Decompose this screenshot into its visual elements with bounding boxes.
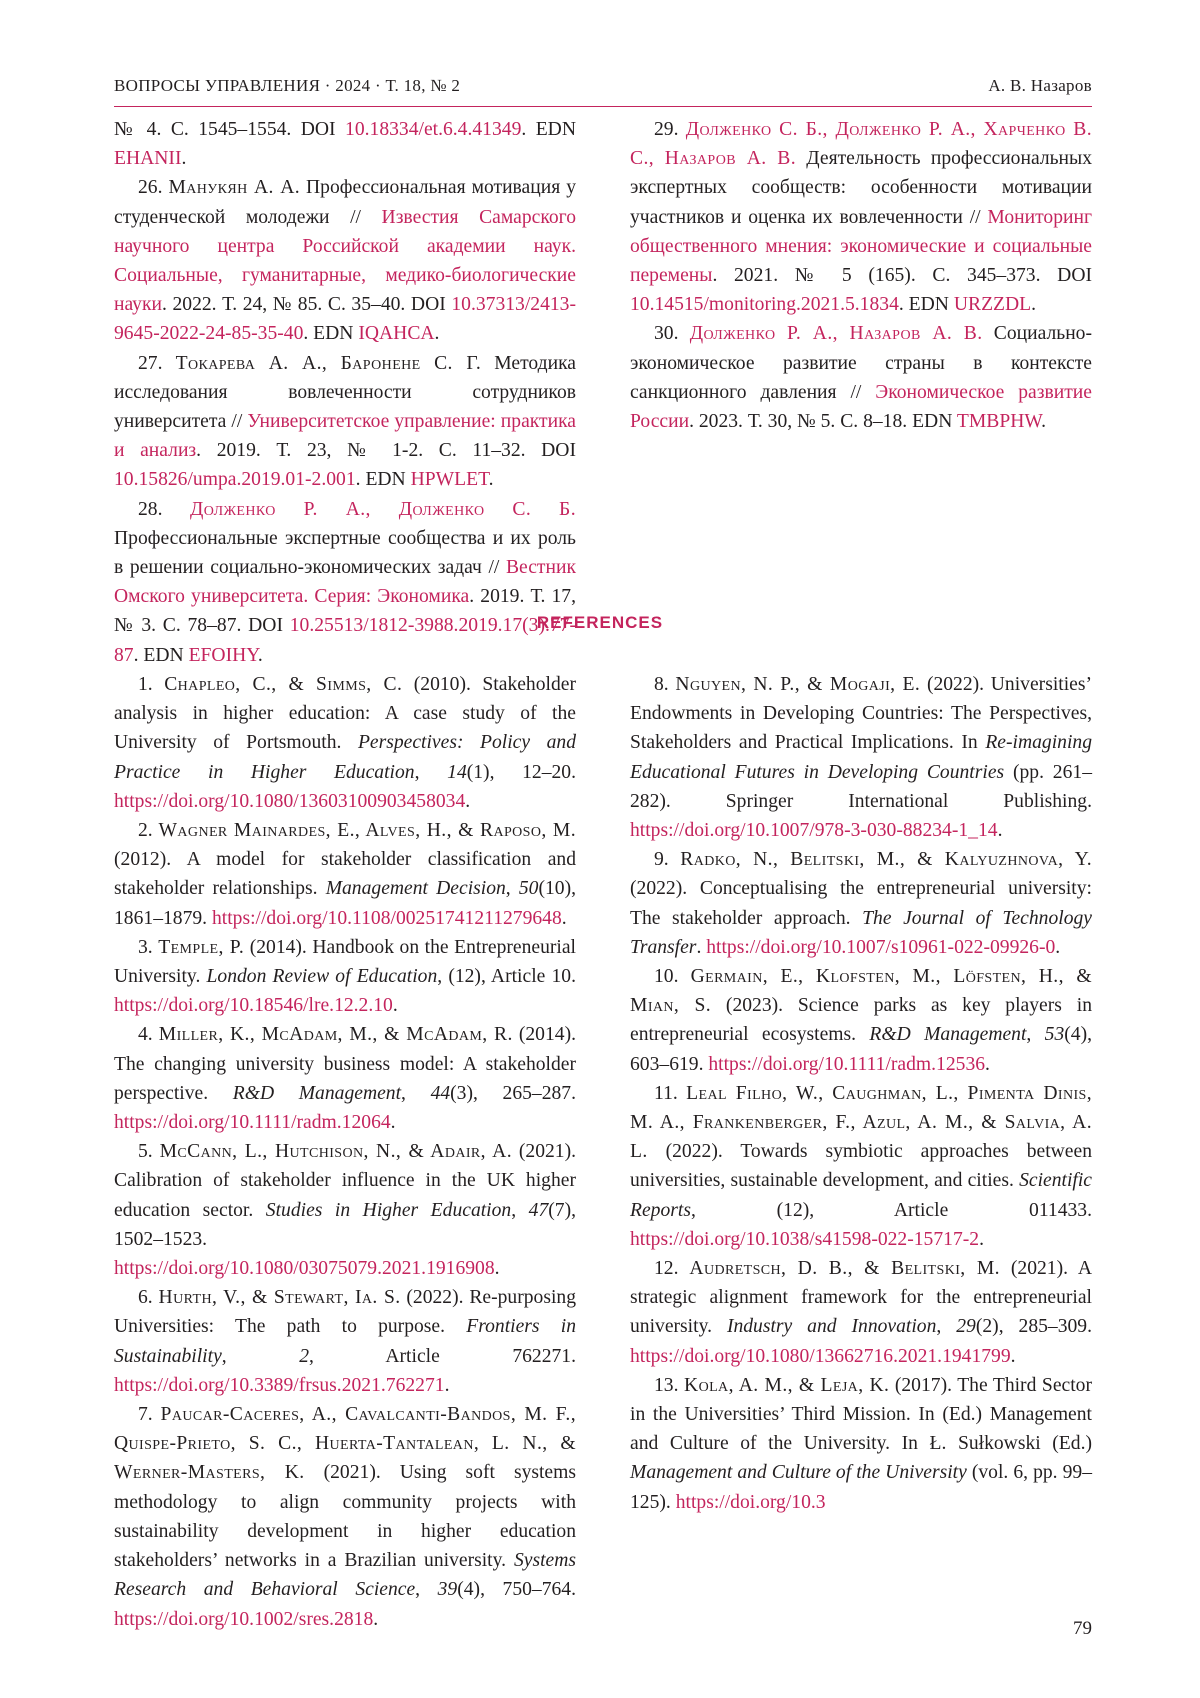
references-left-column <box>114 670 576 1634</box>
ref-title: (2022). Conceptualising the entrepreneurial university: The stakeholder approach. <box>630 878 1092 929</box>
ref-text: . 2022. Т. 24, № 85. С. 35–40. DOI <box>162 294 452 316</box>
reference-entry <box>630 319 1092 436</box>
ref-title: (2012). A model for stakeholder classification and stakeholder relationships. <box>114 849 576 900</box>
ref-source: R&D Management <box>232 1082 402 1104</box>
ref-title: (2021). A strategic alignment framework for the entrepreneurial university. <box>630 1258 1092 1338</box>
ref-text: , <box>414 761 448 783</box>
ref-text: (1), 12–20. <box>466 761 577 783</box>
doi-link[interactable]: https://doi.org/10.1108/00251741211279648 <box>211 907 562 929</box>
references-right-column <box>630 670 1092 1517</box>
doi-link[interactable]: https://doi.org/10.3389/frsus.2021.762271 <box>114 1374 445 1396</box>
ref-text: . <box>985 1053 990 1075</box>
ref-text: . 2021. № 5 (165). С. 345–373. DOI <box>712 265 1092 287</box>
ref-number: 13. <box>654 1374 685 1396</box>
ref-text: . <box>997 820 1003 842</box>
source-link[interactable]: Мониторинг общественного мнения: экономические и социальные перемены <box>630 206 1092 287</box>
ref-title: Профессиональные экспертные сообщества и их роль в решении социально-экономических задач // <box>114 527 576 579</box>
references-heading: REFERENCES <box>536 613 664 632</box>
ref-authors: Radko, N., Belitski, M., & Kalyuzhnova, Y. <box>680 849 1092 871</box>
ref-title: (2014). The changing university business model: A stakeholder perspective. <box>114 1024 576 1104</box>
ref-source: Re-imagining Educational Futures in Developing Countries <box>630 732 1092 783</box>
ref-number: 4. <box>138 1024 159 1046</box>
ref-title: Социально-экономическое развитие страны в контексте санкционного давления // <box>630 323 1092 403</box>
edn-link[interactable]: IQAHCA <box>358 323 435 345</box>
doi-link[interactable]: https://doi.org/10.18546/lre.12.2.10 <box>114 995 393 1017</box>
reference-entry <box>114 173 576 348</box>
ref-volume: 53 <box>1044 1024 1065 1046</box>
doi-link[interactable]: 10.14515/monitoring.2021.5.1834 <box>630 294 899 316</box>
ref-authors: Токарева А. А., Баронене С. Г. <box>175 352 482 374</box>
ref-authors: Chapleo, C., & Simms, C. <box>164 674 403 695</box>
reference-entry <box>114 349 576 495</box>
doi-link[interactable]: https://doi.org/10.1111/radm.12064 <box>114 1112 391 1134</box>
source-link[interactable]: Университетское управление: практика и анализ <box>114 411 576 462</box>
ref-number: 27. <box>138 352 176 374</box>
ref-text: . EDN <box>898 294 954 316</box>
ref-text: , <box>505 878 519 900</box>
ref-authors: Temple, P. <box>158 936 245 958</box>
ref-text: . <box>561 907 567 929</box>
ref-text: (7), 1502–1523. <box>114 1199 576 1250</box>
ref-text: . EDN <box>521 119 576 140</box>
doi-link[interactable]: 10.15826/umpa.2019.01-2.001 <box>114 469 356 491</box>
ref-text: . <box>444 1374 450 1396</box>
ref-text: , <box>1026 1024 1045 1046</box>
ref-text: . <box>465 790 471 812</box>
ref-volume: 50 <box>518 878 539 900</box>
ref-number: 12. <box>654 1258 690 1280</box>
ref-text: . <box>434 323 440 345</box>
ref-text: , Article 762271. <box>309 1345 577 1367</box>
ref-title: (2022). Re-purposing Universities: The path to purpose. <box>114 1287 577 1338</box>
doi-link[interactable]: https://doi.org/10.1007/978-3-030-88234-1_14 <box>630 820 998 842</box>
ref-title: Профессиональная мотивация у студенческой молодежи // <box>114 177 577 228</box>
ref-volume: 47 <box>528 1199 549 1221</box>
ref-number: 1. <box>138 674 165 695</box>
reference-entry <box>630 1254 1092 1371</box>
ref-source: Management and Culture of the University <box>630 1462 967 1484</box>
ref-authors: Leal Filho, W., Caughman, L., Pimenta Dinis, M. A., Frankenberger, F., Azul, A. M., & Salvia, A. L. <box>630 1082 1092 1163</box>
ref-title: Методика исследования вовлеченности сотрудников университета // <box>114 352 577 433</box>
reference-entry <box>114 1137 576 1283</box>
ref-text: . <box>488 469 494 491</box>
ref-text: . <box>494 1258 500 1280</box>
ref-authors[interactable]: Долженко Р. А., Назаров А. В. <box>689 323 983 345</box>
source-link[interactable]: Известия Самарского научного центра Российской академии наук. Социальные, гуманитарные, медико-биологические науки <box>114 206 576 316</box>
reference-entry <box>114 1020 576 1137</box>
ref-text: . <box>1010 1345 1016 1367</box>
reference-entry <box>114 670 576 816</box>
edn-link[interactable]: TMBPHW <box>956 411 1042 433</box>
ref-authors: Paucar-Caceres, A., Cavalcanti-Bandos, M. F., Quispe-Prieto, S. C., Huerta-Tantalean, L. N., & Werner-Masters, K. <box>114 1404 577 1484</box>
edn-link[interactable]: URZZDL <box>953 294 1032 316</box>
ref-authors: Wagner Mainardes, E., Alves, H., & Raposo, M. <box>158 820 576 842</box>
ref-title: (2021). Using soft systems methodology to align community projects with sustainability development in higher education stakeholders’ networks in a Brazilian university. <box>114 1462 576 1572</box>
running-head <box>114 72 1092 107</box>
russian-refs-left-column <box>114 115 576 670</box>
reference-entry <box>630 962 1092 1079</box>
ref-number: 7. <box>138 1404 161 1426</box>
doi-link[interactable]: https://doi.org/10.1038/s41598-022-15717-2 <box>630 1228 980 1250</box>
ref-source: The Journal of Technology Transfer <box>630 907 1092 958</box>
ref-text: , <box>401 1082 431 1104</box>
ref-source: London Review of Education <box>206 966 438 988</box>
ref-text: , <box>936 1316 957 1338</box>
reference-entry <box>114 1283 576 1400</box>
doi-link[interactable]: 10.18334/et.6.4.41349 <box>345 119 522 140</box>
ref-text: . 2019. Т. 17, № 3. С. 78–87. DOI <box>114 586 577 637</box>
ref-text: , <box>415 1579 438 1601</box>
doi-link[interactable]: https://doi.org/10.1080/13603100903458034 <box>114 790 466 812</box>
ref-source: Studies in Higher Education <box>265 1199 512 1221</box>
ref-source: Frontiers in Sustainability <box>114 1316 577 1367</box>
ref-source: R&D Management <box>869 1024 1027 1046</box>
ref-source: Industry and Innovation <box>726 1316 937 1338</box>
ref-text: , (12), Article 10. <box>437 966 576 988</box>
ref-source: Management Decision <box>325 878 506 900</box>
ref-text: № 4. С. 1545–1554. DOI <box>114 119 346 140</box>
ref-text: (3), 265–287. <box>450 1082 577 1104</box>
ref-authors: Hurth, V., & Stewart, Ia. S. <box>158 1287 401 1309</box>
reference-entry <box>630 670 1092 845</box>
journal-title: ВОПРОСЫ УПРАВЛЕНИЯ · 2024 · Т. 18, № 2 <box>114 76 461 95</box>
ref-text: , <box>511 1199 529 1221</box>
reference-entry <box>630 115 1092 319</box>
ref-source: Scientific Reports <box>630 1170 1092 1221</box>
ref-text: . <box>1031 294 1037 316</box>
ref-text: . <box>1041 411 1046 433</box>
ref-text: (10), 1861–1879. <box>114 878 576 929</box>
ref-authors: Манукян А. А. <box>168 177 301 199</box>
ref-source: Perspectives: Policy and Practice in Higher Education <box>114 732 576 783</box>
ref-authors: Audretsch, D. B., & Belitski, M. <box>689 1258 1000 1280</box>
ref-text: . EDN <box>355 469 411 491</box>
reference-entry <box>630 1079 1092 1254</box>
reference-entry <box>114 115 576 173</box>
ref-text: . EDN <box>133 644 189 666</box>
ref-text: , <box>221 1345 300 1367</box>
ref-authors[interactable]: Долженко С. Б., Долженко Р. А., Харченко В. С., Назаров А. В. <box>630 119 1092 170</box>
doi-link[interactable]: https://doi.org/10.1007/s10961-022-09926-0 <box>706 936 1056 958</box>
ref-number: 26. <box>138 177 169 199</box>
ref-text: . <box>979 1228 984 1250</box>
ref-number: 11. <box>654 1082 687 1104</box>
ref-number: 30. <box>654 323 690 345</box>
ref-text: . <box>392 995 398 1017</box>
ref-authors: McCann, L., Hutchison, N., & Adair, A. <box>159 1141 512 1163</box>
doi-link[interactable]: https://doi.org/10.1111/radm.12536 <box>708 1053 986 1075</box>
ref-authors: Miller, K., McAdam, M., & McAdam, R. <box>158 1024 513 1046</box>
ref-title: Деятельность профессиональных экспертных сообществ: особенности мотивации участников и оценка их вовлеченности // <box>630 148 1092 228</box>
doi-link[interactable]: https://doi.org/10.1080/03075079.2021.1916908 <box>114 1258 495 1280</box>
ref-number: 29. <box>654 119 686 140</box>
ref-authors[interactable]: Долженко Р. А., Долженко С. Б. <box>189 498 577 520</box>
ref-title: (2010). Stakeholder analysis in higher education: A case study of the University of Portsmouth. <box>114 674 576 754</box>
doi-link[interactable]: https://doi.org/10.1080/13662716.2021.1941799 <box>630 1345 1011 1367</box>
ref-text: . EDN <box>303 323 359 345</box>
ref-volume: 14 <box>447 761 467 783</box>
ref-text: (vol. 6, pp. 99–125). <box>630 1462 1092 1513</box>
ref-title: (2021). Calibration of stakeholder influence in the UK higher education sector. <box>114 1141 577 1221</box>
ref-number: 6. <box>138 1287 159 1309</box>
ref-text: . <box>373 1608 379 1630</box>
ref-text: . <box>257 644 263 666</box>
page-number: 79 <box>1073 1618 1092 1639</box>
ref-text: (4), 603–619. <box>630 1024 1092 1075</box>
ref-text: . <box>696 936 707 958</box>
article-author: А. В. Назаров <box>988 76 1092 95</box>
edn-link[interactable]: EFOIHY <box>188 644 258 666</box>
ref-text: . <box>1055 936 1061 958</box>
ref-text: . <box>390 1112 396 1134</box>
edn-link[interactable]: EHANII <box>114 148 182 170</box>
ref-title: (2022). Towards symbiotic approaches between universities, sustainable development, and cities. <box>630 1141 1092 1192</box>
ref-volume: 2 <box>299 1345 310 1367</box>
ref-title: (2023). Science parks as key players in entrepreneurial ecosystems. <box>630 995 1092 1046</box>
ref-volume: 39 <box>437 1579 458 1601</box>
edn-link[interactable]: HPWLET <box>410 469 489 491</box>
doi-link[interactable]: https://doi.org/10.1002/sres.2818 <box>114 1608 374 1630</box>
ref-authors: Germain, E., Klofsten, M., Löfsten, H., & Mian, S. <box>630 966 1093 1017</box>
reference-entry <box>114 933 576 1021</box>
doi-link[interactable]: 10.37313/2413-9645-2022-24-85-35-40 <box>114 294 576 345</box>
ref-text: . 2019. Т. 23, № 1-2. С. 11–32. DOI <box>196 440 576 462</box>
ref-text: (pp. 261–282). Springer International Publishing. <box>630 761 1092 812</box>
ref-text: (2), 285–309. <box>975 1316 1093 1338</box>
russian-refs-right-column <box>630 115 1092 436</box>
ref-title: (2014). Handbook on the Entrepreneurial University. <box>114 936 576 988</box>
ref-title: (2022). Universities’ Endowments in Developing Countries: The Perspectives, Stakeholders and Practical Implications. In <box>630 674 1092 754</box>
ref-title: (2017). The Third Sector in the Universities’ Third Mission. In (Ed.) Management and Culture of the University. In Ł. Sułkowski (Ed.) <box>630 1374 1092 1455</box>
ref-volume: 44 <box>430 1082 451 1104</box>
reference-entry <box>114 1400 576 1634</box>
ref-authors: Kola, A. M., & Leja, K. <box>684 1374 890 1396</box>
source-link[interactable]: Экономическое развитие России <box>630 381 1092 433</box>
ref-number: 5. <box>138 1141 160 1163</box>
ref-text: . 2023. Т. 30, № 5. С. 8–18. EDN <box>689 411 957 433</box>
ref-number: 28. <box>138 498 190 520</box>
ref-source: Systems Research and Behavioral Science <box>114 1550 576 1601</box>
ref-number: 10. <box>654 966 691 988</box>
ref-number: 3. <box>138 936 159 958</box>
ref-volume: 29 <box>956 1316 976 1338</box>
ref-text: . <box>181 148 187 170</box>
doi-link[interactable]: 10.25513/1812-3988.2019.17(3).77-87 <box>114 615 576 666</box>
ref-text: (4), 750–764. <box>457 1579 577 1601</box>
ref-number: 9. <box>654 849 681 871</box>
reference-entry <box>630 845 1092 962</box>
reference-entry <box>114 816 576 933</box>
ref-text: , (12), Article 011433. <box>690 1199 1092 1221</box>
ref-authors: Nguyen, N. P., & Mogaji, E. <box>675 674 921 695</box>
doi-link[interactable]: https://doi.org/10.3 <box>675 1491 826 1513</box>
reference-entry <box>114 495 576 670</box>
ref-number: 8. <box>654 674 676 695</box>
reference-entry <box>630 1371 1092 1517</box>
source-link[interactable]: Вестник Омского университета. Серия: Экономика <box>114 557 576 608</box>
ref-number: 2. <box>138 820 159 842</box>
